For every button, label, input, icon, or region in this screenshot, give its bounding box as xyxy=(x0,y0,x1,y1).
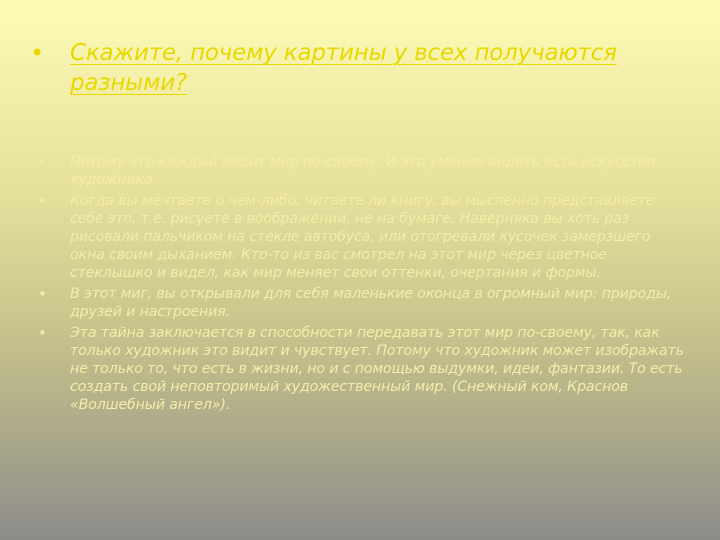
heading-bullet-icon: • xyxy=(30,39,45,67)
bullet-icon: • xyxy=(38,192,47,210)
bullet-icon: • xyxy=(38,285,47,303)
bullet-icon: • xyxy=(38,153,47,171)
list-item-text: В этот миг, вы открывали для себя маленькие оконца в огромный мир: природы, друзей и настроения. xyxy=(70,286,672,320)
heading-text: Скажите, почему картины у всех получаются разными? xyxy=(70,40,617,96)
body-bullet-list xyxy=(38,153,688,417)
list-item-text: Потому что каждый видит мир по-своему. И это умение видеть есть искусство художника. xyxy=(70,154,655,188)
list-item xyxy=(38,153,688,189)
list-item-text: Эта тайна заключается в способности передавать этот мир по-своему, так, как только художник это видит и чувствует. Потому что художник может изображать не только то, что есть в жизни, но и с помощью выдумки, идеи, фантазии. То есть создать свой неповторимый художественный мир. (Снежный ком, Краснов «Волшебный ангел»). xyxy=(70,325,684,413)
list-item xyxy=(38,285,688,321)
list-item xyxy=(38,324,688,414)
list-item-text: Когда вы мечтаете о чем-либо, читаете ли книгу, вы мысленно представляете себе это, т.е. рисуете в воображении, не на бумаге. Наверняка вы хоть раз рисовали пальчиком на стекле автобуса, или отогревали кусочек замерзшего окна своим дыханием. Кто-то из вас смотрел на этот мир через цветное стеклышко и видел, как мир меняет свои оттенки, очертания и формы. xyxy=(70,193,655,281)
bullet-icon: • xyxy=(38,324,47,342)
list-item xyxy=(38,192,688,282)
